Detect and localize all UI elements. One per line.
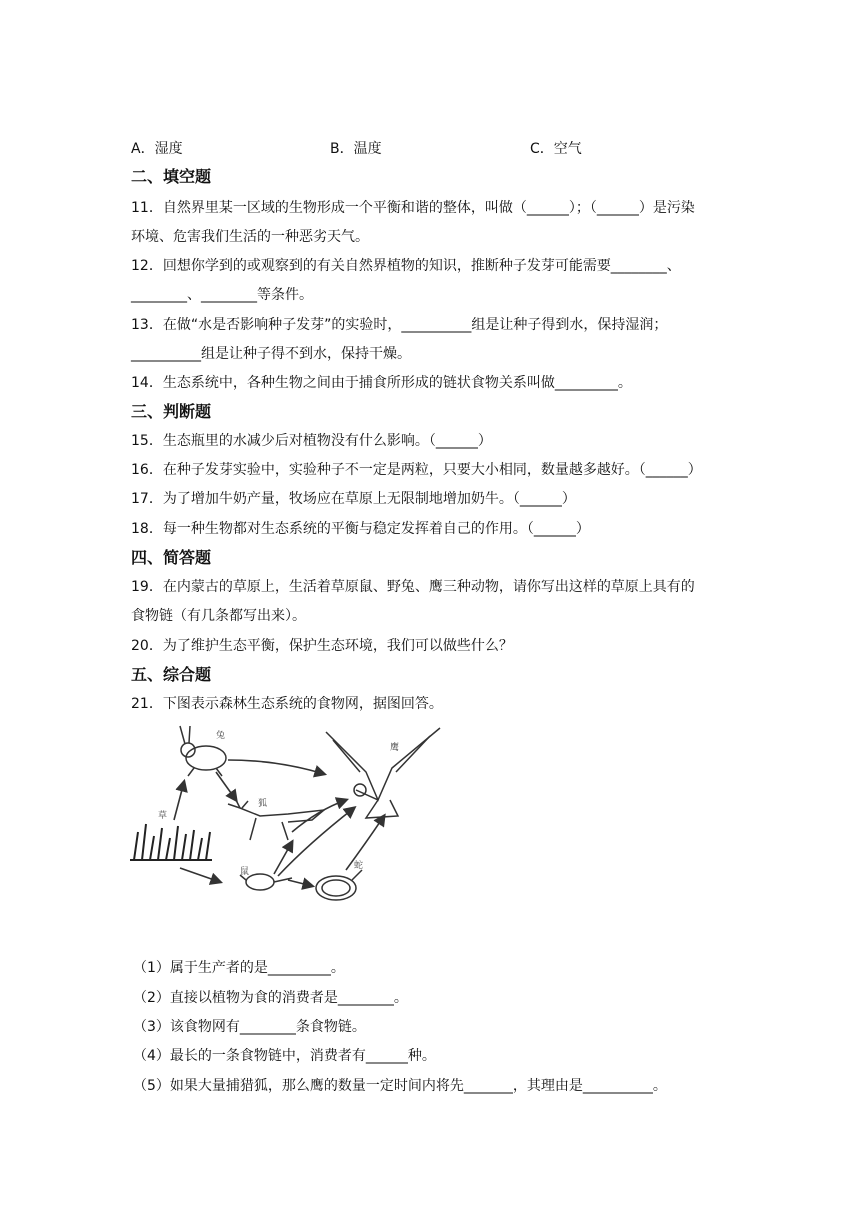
section-true-false: 三、判断题 (131, 402, 212, 421)
question-20: 20．为了维护生态平衡，保护生态环境，我们可以做些什么？ (131, 638, 513, 654)
section-short-answer: 四、简答题 (131, 548, 212, 567)
question-21-part-4: （4）最长的一条食物链中，消费者有______种。 (133, 1048, 436, 1064)
question-14: 14．生态系统中，各种生物之间由于捕食所形成的链状食物关系叫做_________。 (131, 375, 632, 391)
section-fill-in: 二、填空题 (131, 167, 212, 186)
question-19-line-2: 食物链（有几条都写出来）。 (131, 608, 306, 624)
question-16: 16．在种子发芽实验中，实验种子不一定是两粒，只要大小相同，数量越多越好。（______） (131, 462, 702, 478)
question-10-options (131, 138, 751, 160)
question-13-line-1: 13．在做“水是否影响种子发芽”的实验时，__________组是让种子得到水，保持湿润； (131, 317, 668, 333)
option-b: B．温度 (330, 141, 382, 157)
option-a: A．湿度 (131, 141, 183, 157)
question-21-part-1: （1）属于生产者的是_________。 (133, 960, 345, 976)
grass-label: 草 (158, 811, 168, 821)
snake-picture (316, 870, 362, 900)
eagle-label: 鹰 (390, 743, 400, 753)
mouse-label: 鼠 (240, 867, 250, 877)
question-21-stem: 21．下图表示森林生态系统的食物网，据图回答。 (131, 696, 443, 712)
food-web-figure (128, 720, 458, 920)
option-c: C．空气 (530, 141, 582, 157)
question-17: 17．为了增加牛奶产量，牧场应在草原上无限制地增加奶牛。（______） (131, 491, 576, 507)
question-11-line-2: 环境、危害我们生活的一种恶劣天气。 (131, 229, 369, 245)
question-21-part-3: （3）该食物网有________条食物链。 (133, 1019, 366, 1035)
question-15: 15．生态瓶里的水减少后对植物没有什么影响。（______） (131, 433, 492, 449)
eagle-picture (326, 728, 440, 818)
question-18: 18．每一种生物都对生态系统的平衡与稳定发挥着自己的作用。（______） (131, 521, 590, 537)
snake-label: 蛇 (354, 861, 364, 871)
question-21-part-2: （2）直接以植物为食的消费者是________。 (133, 990, 408, 1006)
section-comprehensive: 五、综合题 (131, 665, 212, 684)
question-12-line-2: ________、________等条件。 (131, 287, 313, 303)
rabbit-label: 兔 (216, 731, 226, 741)
food-web-arrows (174, 760, 384, 886)
question-21-part-5: （5）如果大量捕猎狐，那么鹰的数量一定时间内将先_______，其理由是__________。 (133, 1078, 667, 1094)
fox-label: 狐 (258, 799, 268, 809)
question-11-line-1: 11．自然界里某一区域的生物形成一个平衡和谐的整体，叫做（______）；（______）是污染 (131, 200, 695, 216)
question-12-line-1: 12．回想你学到的或观察到的有关自然界植物的知识，推断种子发芽可能需要________、 (131, 258, 681, 274)
question-13-line-2: __________组是让种子得不到水，保持干燥。 (131, 346, 411, 362)
fox-picture (228, 800, 324, 840)
grass-picture (130, 824, 212, 860)
question-19-line-1: 19．在内蒙古的草原上，生活着草原鼠、野兔、鹰三种动物，请你写出这样的草原上具有的 (131, 579, 695, 595)
